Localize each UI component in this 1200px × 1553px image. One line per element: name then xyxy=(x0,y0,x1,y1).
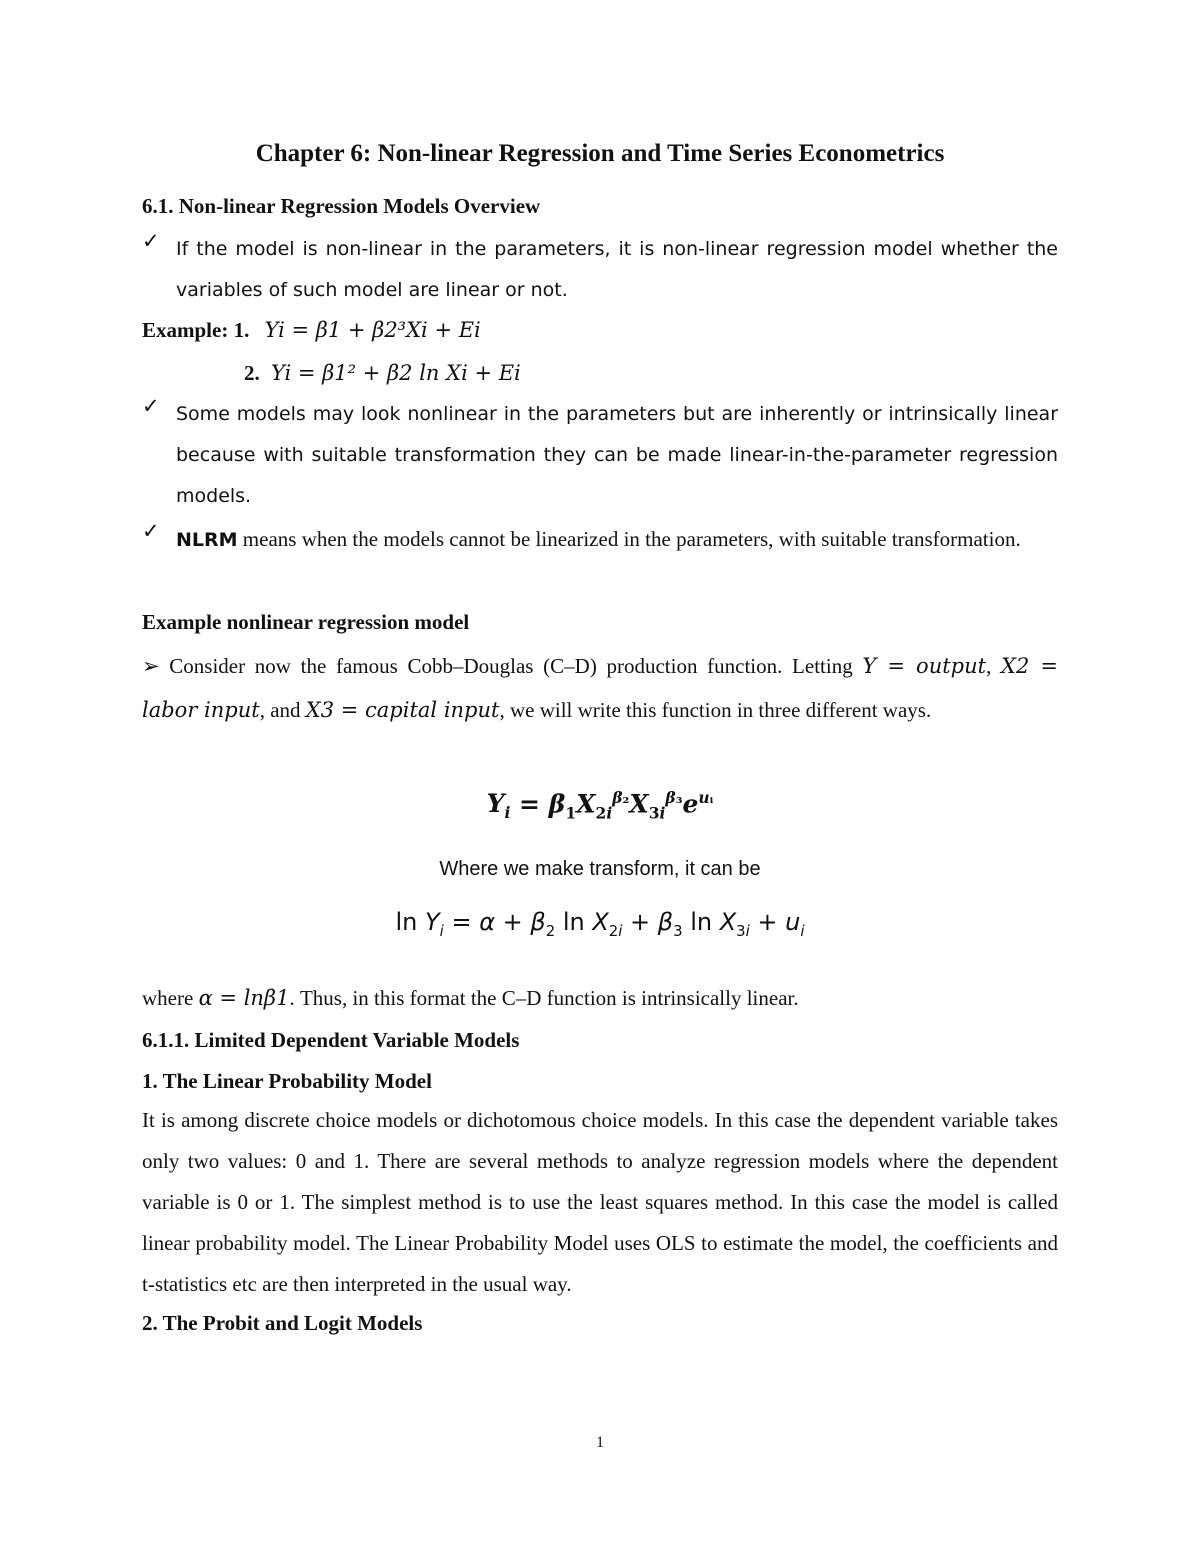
bullet-nonlinear-definition xyxy=(142,229,1058,311)
probit-logit-heading: 2. The Probit and Logit Models xyxy=(142,1311,423,1335)
cobb-douglas-equation: $Y_i = \beta_1X_{2i}^{\beta_2}X_{3i}^{\beta_3}e^{uᵢ}$ xyxy=(486,788,714,823)
lpm-heading: 1. The Linear Probability Model xyxy=(142,1069,432,1093)
def-labor: X2 = labor input xyxy=(142,654,1059,722)
page-number: 1 xyxy=(596,1434,604,1451)
checkmark-icon: ✓ xyxy=(142,519,160,543)
example-2-label: 2. xyxy=(244,361,260,385)
nlrm-description: means when the models cannot be linearized in the parameters, with suitable transformation. xyxy=(237,527,1021,551)
cobb-douglas-intro: ➢ Consider now the famous Cobb–Douglas (C–D) production function. Letting Y = output, X2 = labor input, and X3 = capital input, we will write this function in three different ways. xyxy=(142,654,1059,722)
section-heading-6-1-1: 6.1.1. Limited Dependent Variable Models xyxy=(142,1028,520,1052)
lpm-paragraph: It is among discrete choice models or dichotomous choice models. In this case the dependent variable takes only two values: 0 and 1. There are several methods to analyze regression models where the dependent variable is 0 or 1. The simplest method is to use the least squares method. In this case the model is called linear probability model. The Linear Probability Model uses OLS to estimate the model, the coefficients and t-statistics etc are then interpreted in the usual way. xyxy=(142,1108,1058,1296)
page-title: Chapter 6: Non-linear Regression and Time Series Econometrics xyxy=(255,140,945,167)
def-capital: X3 = capital input xyxy=(305,698,500,722)
bullet-text xyxy=(176,519,1058,561)
arrow-icon: ➢ xyxy=(142,654,160,678)
bullet-text: If the model is non-linear in the parameters, it is non-linear regression model whether the variables of such model are linear or not. xyxy=(176,238,1058,301)
nlrm-term: NLRM xyxy=(176,529,238,551)
section-heading-6-1: 6.1. Non-linear Regression Models Overview xyxy=(142,194,541,218)
intrinsically-linear-note: where α = lnβ1. Thus, in this format the C–D function is intrinsically linear. xyxy=(142,986,799,1010)
example-2 xyxy=(244,361,1044,386)
bullet-text: Some models may look nonlinear in the parameters but are inherently or intrinsically linear because with suitable transformation they can be made linear-in-the-parameter regression models. xyxy=(176,403,1058,507)
example-label: Example: 1. xyxy=(142,318,250,342)
alpha-definition: α = lnβ1 xyxy=(198,986,290,1010)
checkmark-icon: ✓ xyxy=(142,229,160,253)
example-nonlinear-heading: Example nonlinear regression model xyxy=(142,610,470,634)
equation-2: Yi = β1² + β2 ln Xi + Ei xyxy=(271,361,521,385)
bullet-intrinsically-linear xyxy=(142,394,1058,517)
example-1 xyxy=(142,318,1058,343)
transform-text: Where we make transform, it can be xyxy=(439,858,761,880)
log-linear-equation: $\ln Y_i = \alpha + \beta_2$ $\ln X_{2i} + \beta_3$ $\ln X_{3i} + u_i$ xyxy=(395,908,805,940)
checkmark-icon: ✓ xyxy=(142,394,160,418)
def-output: Y = output xyxy=(862,654,987,678)
equation-1: Yi = β1 + β2³Xi + Ei xyxy=(264,318,481,342)
bullet-nlrm xyxy=(142,519,1058,561)
